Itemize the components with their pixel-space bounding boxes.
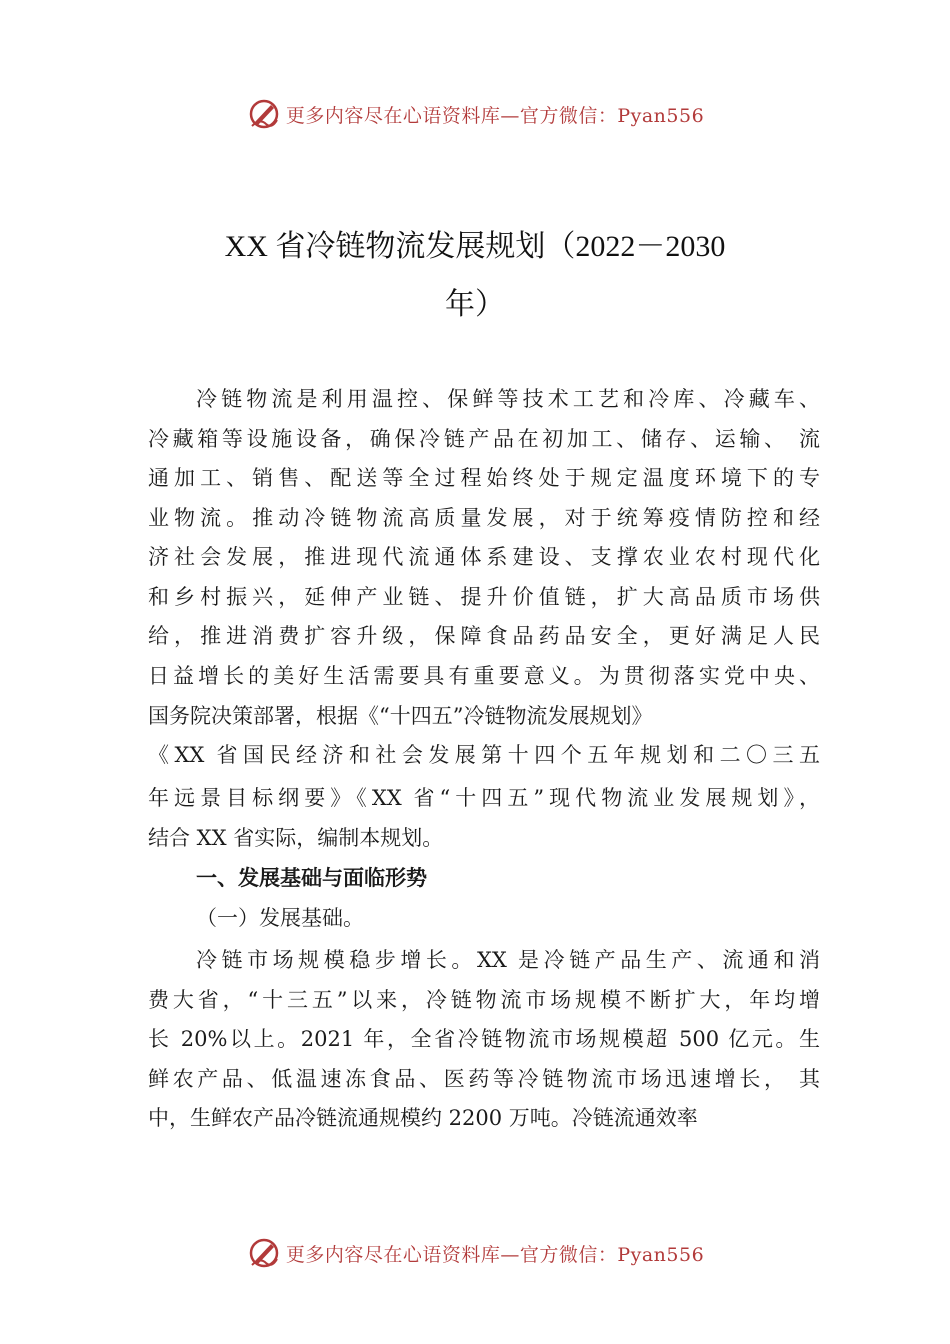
paragraph-line: 和乡村振兴，延伸产业链、提升价值链，扩大高品质市场供: [148, 585, 820, 609]
subsection-heading: （一）发展基础。: [196, 906, 364, 930]
paragraph-line: 《XX 省国民经济和社会发展第十四个五年规划和二〇三五: [148, 743, 820, 767]
watermark-text: 更多内容尽在心语资料库—官方微信：Pyan556: [285, 1243, 705, 1266]
paragraph-line: 鲜农产品、低温速冻食品、医药等冷链物流市场迅速增长， 其: [148, 1067, 820, 1091]
paragraph-line: 冷链市场规模稳步增长。XX 是冷链产品生产、流通和消: [196, 948, 820, 972]
paragraph-line: 济社会发展，推进现代流通体系建设、支撑农业农村现代化: [148, 545, 820, 569]
paragraph-line: 给，推进消费扩容升级，保障食品药品安全，更好满足人民: [148, 624, 820, 648]
title-line-1: XX 省冷链物流发展规划（2022－2030: [224, 230, 726, 263]
header-watermark: [0, 94, 950, 134]
document-title: [150, 218, 800, 334]
paragraph-line: 冷藏箱等设施设备，确保冷链产品在初加工、储存、运输、 流: [148, 427, 820, 451]
paragraph-line: 国务院决策部署，根据《“十四五”冷链物流发展规划》: [148, 704, 653, 728]
paragraph-line: 年远景目标纲要》《XX 省“十四五”现代物流业发展规划》，: [148, 786, 820, 810]
watermark-text: 更多内容尽在心语资料库—官方微信：Pyan556: [285, 104, 705, 127]
title-line-2: 年）: [445, 288, 505, 321]
paragraph-line: 结合 XX 省实际，编制本规划。: [148, 826, 444, 850]
pen-ribbon-logo-icon: [246, 1235, 282, 1271]
paragraph-line: 冷链物流是利用温控、保鲜等技术工艺和冷库、冷藏车、: [196, 387, 820, 411]
paragraph-line: 通加工、销售、配送等全过程始终处于规定温度环境下的专: [148, 466, 820, 490]
section-heading: 一、发展基础与面临形势: [196, 866, 427, 890]
pen-ribbon-logo-icon: [246, 96, 282, 132]
paragraph-line: 业物流。推动冷链物流高质量发展，对于统筹疫情防控和经: [148, 506, 820, 530]
paragraph-line: 费大省，“十三五”以来，冷链物流市场规模不断扩大，年均增: [148, 988, 820, 1012]
paragraph-line: 长 20%以上。2021 年，全省冷链物流市场规模超 500 亿元。生: [148, 1027, 820, 1051]
footer-watermark: [0, 1233, 950, 1273]
paragraph-line: 日益增长的美好生活需要具有重要意义。为贯彻落实党中央、: [148, 664, 820, 688]
paragraph-line: 中，生鲜农产品冷链流通规模约 2200 万吨。冷链流通效率: [148, 1106, 698, 1130]
